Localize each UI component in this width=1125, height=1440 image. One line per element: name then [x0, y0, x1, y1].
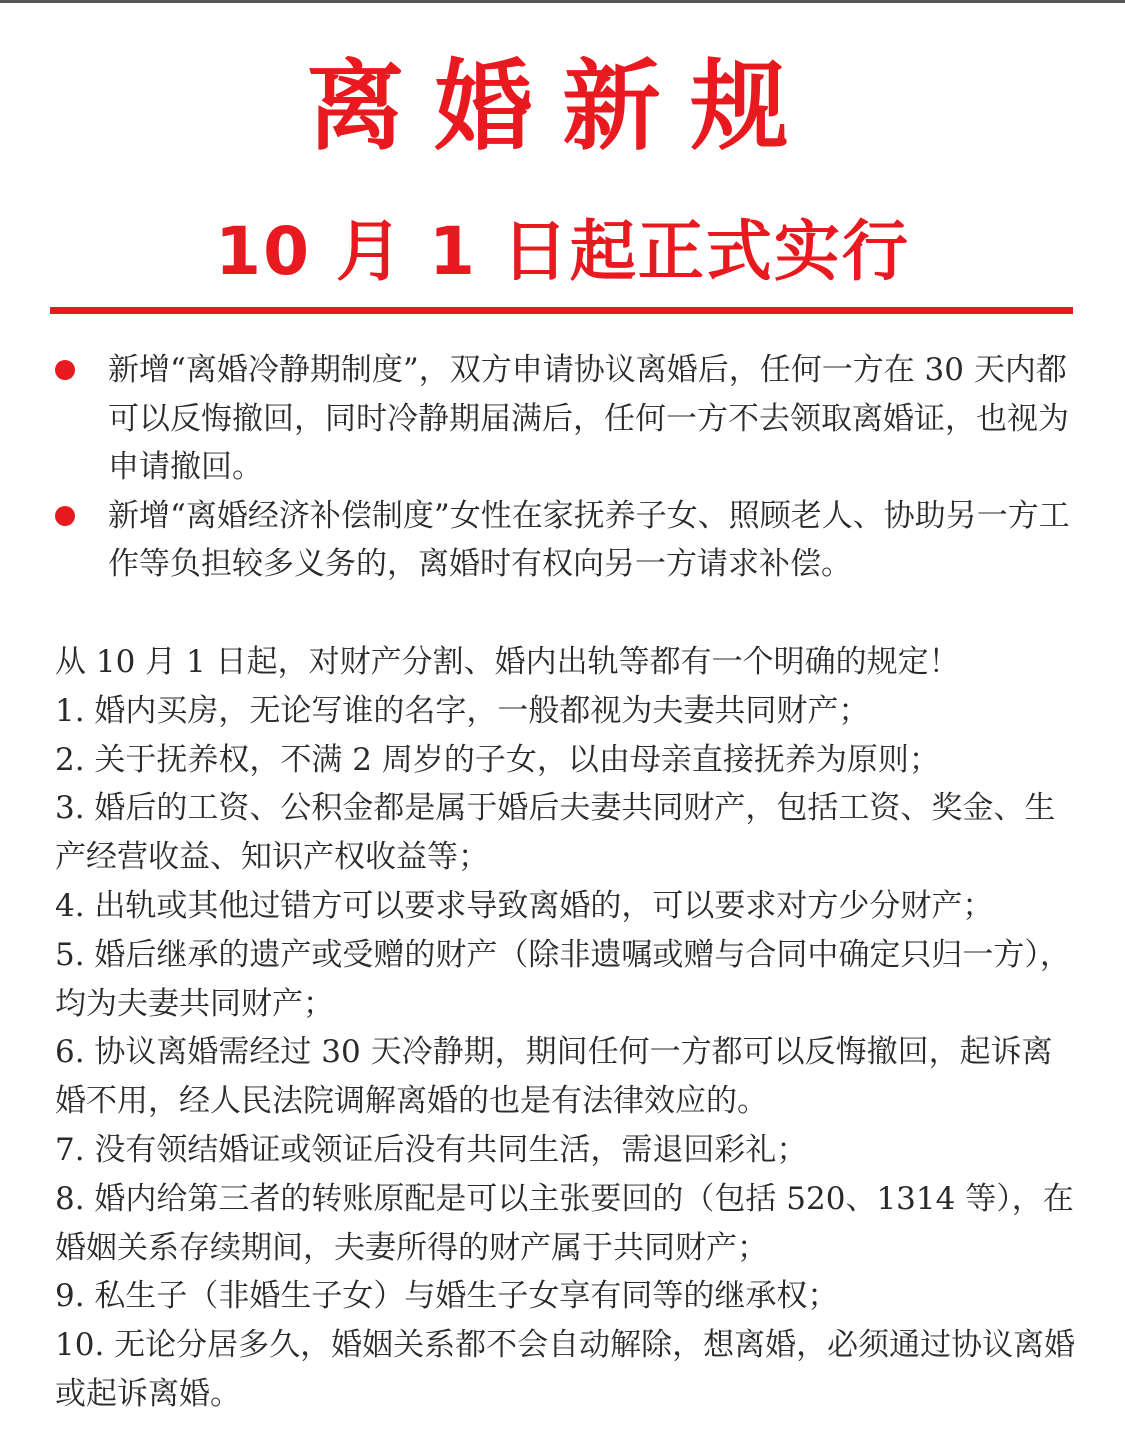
page-title: 离婚新规	[306, 50, 819, 164]
title-divider	[50, 307, 1073, 314]
bullet-dot-icon	[55, 360, 75, 380]
rule-item: 6. 协议离婚需经过 30 天冷静期，期间任何一方都可以反悔撤回，起诉离婚不用，经人民法院调解离婚的也是有法律效应的。	[55, 1034, 1053, 1120]
intro-paragraph: 从 10 月 1 日起，对财产分割、婚内出轨等都有一个明确的规定！	[55, 644, 960, 680]
rule-item: 7. 没有领结婚证或领证后没有共同生活，需退回彩礼；	[55, 1131, 808, 1168]
rule-item: 10. 无论分居多久，婚姻关系都不会自动解除，想离婚，必须通过协议离婚或起诉离婚。	[55, 1327, 1076, 1412]
bullet-text: 新增“离婚经济补偿制度”女性在家抚养子女、照顾老人、协助另一方工作等负担较多义务的，离婚时有权向另一方请求补偿。	[108, 497, 1070, 582]
rule-item: 9. 私生子（非婚生子女）与婚生子女享有同等的继承权；	[55, 1278, 839, 1315]
bullet-item	[50, 346, 1080, 492]
rule-item: 3. 婚后的工资、公积金都是属于婚后夫妻共同财产，包括工资、奖金、生产经营收益、知识产权收益等；	[55, 790, 1056, 876]
rule-item: 1. 婚内买房，无论写谁的名字，一般都视为夫妻共同财产；	[55, 692, 870, 729]
bullet-list	[50, 346, 1080, 589]
bullet-item	[50, 492, 1080, 589]
rule-item: 4. 出轨或其他过错方可以要求导致离婚的，可以要求对方少分财产；	[55, 887, 994, 924]
rule-item: 8. 婚内给第三者的转账原配是可以主张要回的（包括 520、1314 等），在婚姻关系存续期间，夫妻所得的财产属于共同财产；	[55, 1180, 1074, 1266]
rule-item: 2. 关于抚养权，不满 2 周岁的子女，以由母亲直接抚养为原则；	[55, 741, 940, 778]
rule-item: 5. 婚后继承的遗产或受赠的财产（除非遗嘱或赠与合同中确定只归一方），均为夫妻共同财产；	[55, 936, 1071, 1022]
page-subtitle: 10 月 1 日起正式实行	[215, 213, 910, 290]
bullet-text: 新增“离婚冷静期制度”，双方申请协议离婚后，任何一方在 30 天内都可以反悔撤回，同时冷静期届满后，任何一方不去领取离婚证，也视为申请撤回。	[108, 352, 1069, 485]
top-border	[0, 0, 1125, 3]
rules-section	[55, 638, 1077, 1419]
bullet-dot-icon	[55, 506, 75, 526]
